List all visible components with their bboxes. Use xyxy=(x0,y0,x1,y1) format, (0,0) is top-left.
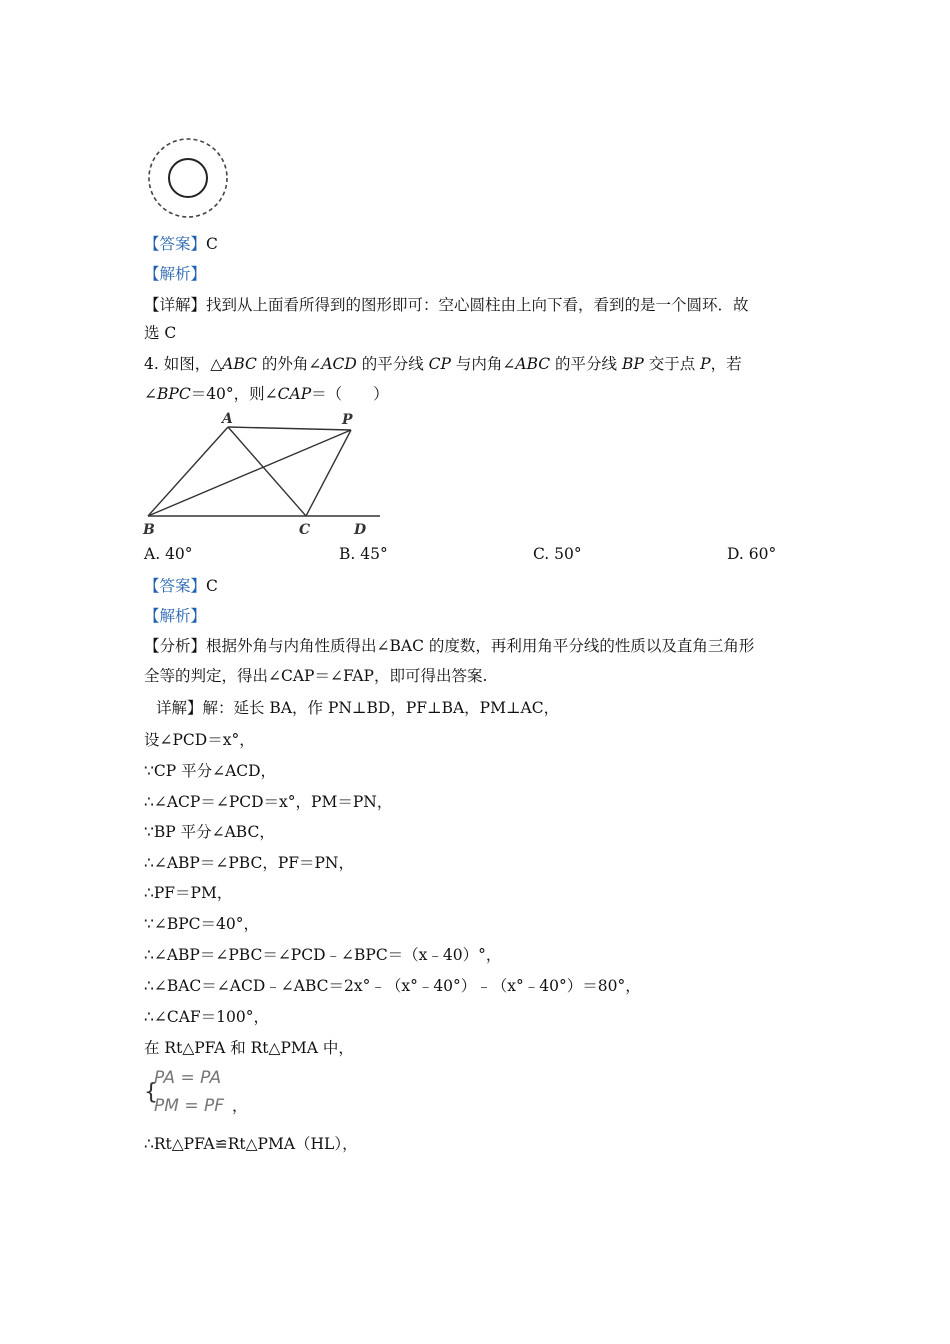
q4-stem-text: 的平分线 xyxy=(550,355,622,373)
option-value: 45° xyxy=(360,545,388,563)
q3-detail-line1 xyxy=(144,295,749,315)
option-d xyxy=(727,544,776,564)
step-line: ∵CP 平分∠ACD， xyxy=(144,762,277,780)
q4-answer-value: C xyxy=(206,577,218,595)
analysis-label: 【解析】 xyxy=(144,265,207,283)
option-value: 40° xyxy=(165,545,193,563)
q4-stem-text: ∠ xyxy=(144,385,157,403)
step-line: 在 Rt△PFA 和 Rt△PMA 中， xyxy=(144,1039,354,1057)
fenxi-label: 【分析】 xyxy=(144,637,207,655)
label-D: D xyxy=(354,522,367,538)
option-value: 60° xyxy=(748,545,777,563)
q4-stem-text: 的平分线 xyxy=(356,355,429,373)
q3-detail-line2 xyxy=(144,323,176,343)
q3-answer-value: C xyxy=(206,235,218,253)
label-C: C xyxy=(299,522,311,538)
q3-analysis-label xyxy=(144,264,206,284)
option-letter: C. xyxy=(533,545,550,563)
segment-BP xyxy=(148,430,351,516)
detail-label: 【详解】 xyxy=(144,296,207,314)
q3-detail-text1: 找到从上面看所得到的图形即可：空心圆柱由上向下看，看到的是一个圆环．故 xyxy=(206,296,749,314)
outer-dashed-circle xyxy=(149,139,227,217)
q4-stem-text: 与内角∠ xyxy=(450,355,516,373)
q4-detail-head-text: 详解】解：延长 BA，作 PN⊥BD，PF⊥BA，PM⊥AC， xyxy=(156,699,560,717)
ring-figure xyxy=(144,138,236,220)
step-line: ∴∠BAC＝∠ACD﹣∠ABC＝2x°﹣（x°﹣40°）﹣（x°﹣40°）＝80°， xyxy=(144,977,641,995)
step-line: ∴∠ABP＝∠PBC＝∠PCD﹣∠BPC＝（x﹣40）°， xyxy=(144,946,502,964)
q4-fenxi-text2: 全等的判定，得出∠CAP＝∠FAP，即可得出答案. xyxy=(144,667,488,685)
option-value: 50° xyxy=(554,545,582,563)
q4-detail-head xyxy=(156,698,559,718)
label-A: A xyxy=(222,411,233,427)
q4-fenxi-line2 xyxy=(144,666,487,686)
q4-stem-line2 xyxy=(144,384,389,404)
q4-stem-text: ，若 xyxy=(710,355,742,373)
option-b xyxy=(339,544,388,564)
segment-BA xyxy=(148,427,228,516)
last-line: ∴Rt△PFA≌Rt△PMA（HL）， xyxy=(144,1135,358,1153)
q4-stem-text: ＝（ ） xyxy=(311,385,389,403)
q4-stem-var: CAP xyxy=(277,385,312,403)
step-line: ∵BP 平分∠ABC， xyxy=(144,823,275,841)
label-B: B xyxy=(143,522,155,538)
option-a xyxy=(144,544,193,564)
system-eq1: PA = PA xyxy=(154,1068,222,1088)
option-letter: B. xyxy=(339,545,356,563)
q4-stem-var: ACD xyxy=(321,355,357,373)
system-comma: ， xyxy=(232,1097,248,1115)
option-letter: D. xyxy=(727,545,744,563)
answer-label: 【答案】 xyxy=(144,235,207,253)
q4-stem-var: P xyxy=(700,355,711,373)
step-line: ∴∠ABP＝∠PBC，PF＝PN， xyxy=(144,854,354,872)
analysis-label: 【解析】 xyxy=(144,607,207,625)
q3-answer-line xyxy=(144,234,218,254)
q4-stem-var: ABC xyxy=(515,355,551,373)
segment-AC xyxy=(228,427,306,516)
q4-stem-var: BP xyxy=(621,355,644,373)
system-eq2: PM = PF xyxy=(154,1096,225,1116)
q4-stem-text: 交于点 xyxy=(643,355,701,373)
q3-detail-text2: 选 C xyxy=(144,324,177,342)
step-line: ∵∠BPC＝40°， xyxy=(144,915,260,933)
geometry-figure xyxy=(140,408,385,538)
q4-stem-text: 如图，△ xyxy=(163,355,223,373)
q4-stem-var: ABC xyxy=(222,355,257,373)
inner-solid-circle xyxy=(169,159,207,197)
q4-stem-var: CP xyxy=(428,355,451,373)
step-line: ∴PF＝PM， xyxy=(144,884,233,902)
q4-stem-line1 xyxy=(144,354,742,374)
option-letter: A. xyxy=(144,545,161,563)
option-c xyxy=(533,544,582,564)
step-line: ∴∠CAF＝100°， xyxy=(144,1008,269,1026)
left-brace: { xyxy=(144,1080,158,1105)
step-line: ∴∠ACP＝∠PCD＝x°，PM＝PN， xyxy=(144,793,393,811)
q4-fenxi-text1: 根据外角与内角性质得出∠BAC 的度数，再利用角平分线的性质以及直角三角形 xyxy=(206,637,755,655)
q4-stem-text: ＝40°，则∠ xyxy=(190,385,278,403)
q4-stem-var: BPC xyxy=(157,385,191,403)
label-P: P xyxy=(342,412,353,428)
q4-analysis-label xyxy=(144,606,206,626)
q4-number: 4. xyxy=(144,355,159,373)
q4-fenxi-line1 xyxy=(144,636,754,656)
q4-stem-text: 的外角∠ xyxy=(256,355,322,373)
step-line: 设∠PCD＝x°， xyxy=(144,731,255,749)
q4-answer-line xyxy=(144,576,218,596)
segment-AP xyxy=(228,427,351,430)
answer-label: 【答案】 xyxy=(144,577,207,595)
segment-CP xyxy=(306,430,351,516)
